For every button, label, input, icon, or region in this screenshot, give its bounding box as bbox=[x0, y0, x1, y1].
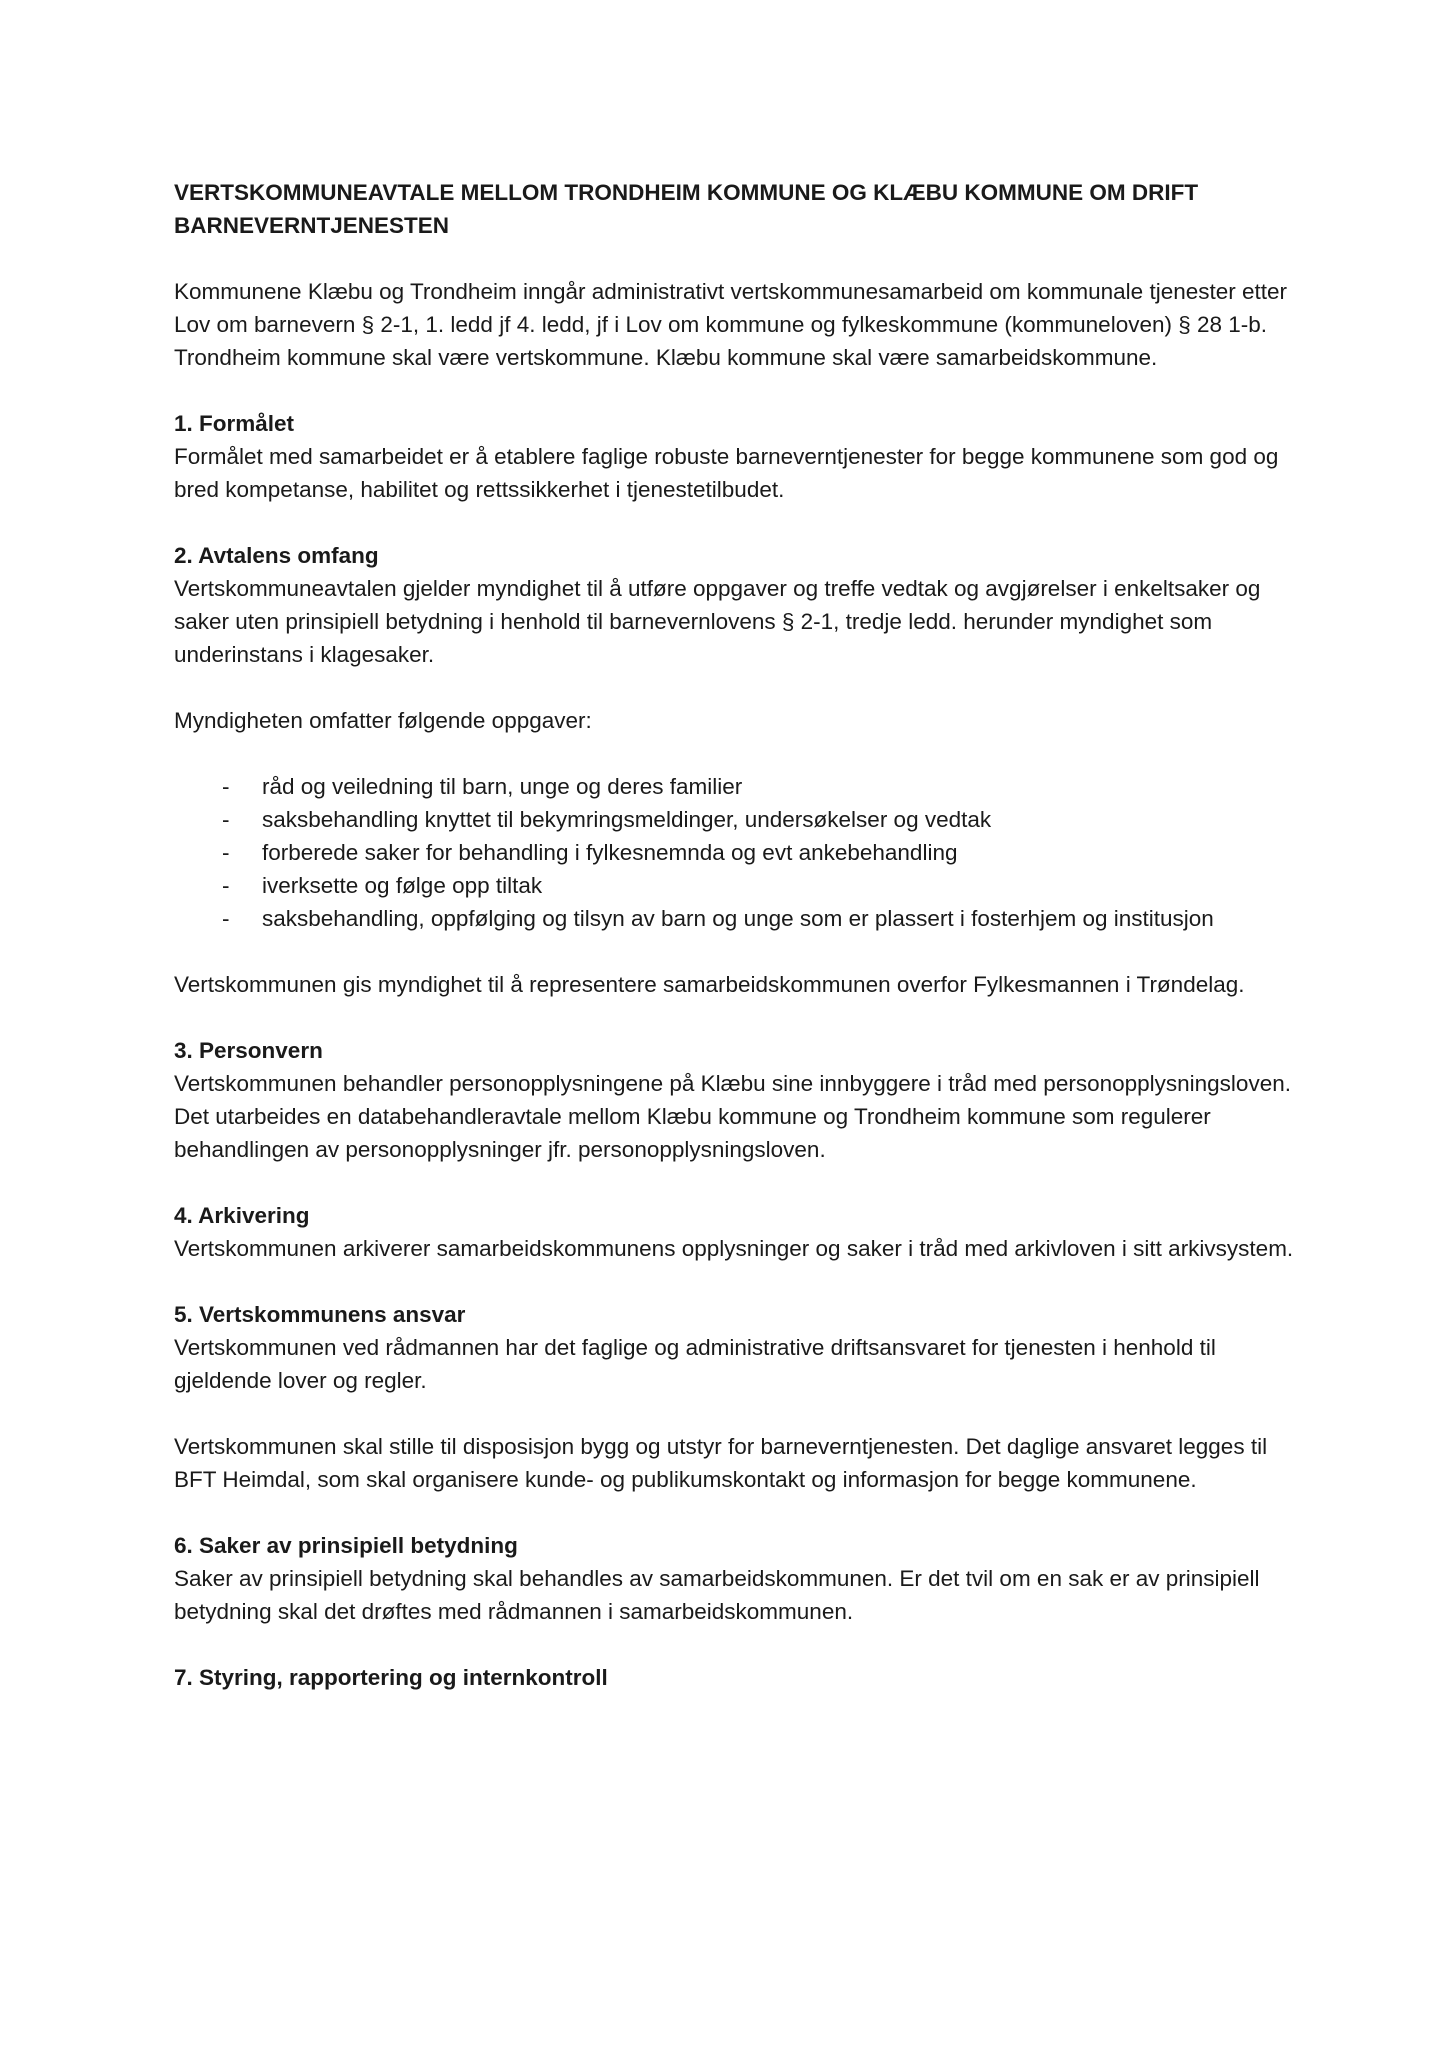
section-2 bbox=[174, 539, 1294, 1001]
list-item bbox=[174, 869, 1294, 902]
tasks-intro: Myndigheten omfatter følgende oppgaver: bbox=[174, 708, 592, 733]
section-7 bbox=[174, 1661, 1294, 1694]
section-4 bbox=[174, 1199, 1294, 1265]
list-item-text: iverksette og følge opp tiltak bbox=[262, 873, 543, 898]
section-5-heading: 5. Vertskommunens ansvar bbox=[174, 1302, 466, 1327]
document-page bbox=[174, 176, 1294, 1727]
tasks-list bbox=[174, 770, 1294, 935]
list-item bbox=[174, 770, 1294, 803]
section-3-heading: 3. Personvern bbox=[174, 1038, 323, 1063]
section-1 bbox=[174, 407, 1294, 506]
list-dash: - bbox=[222, 840, 230, 865]
document-title: VERTSKOMMUNEAVTALE MELLOM TRONDHEIM KOMMUNE OG KLÆBU KOMMUNE OM DRIFT BARNEVERNTJENESTEN bbox=[174, 180, 1199, 238]
section-6-heading: 6. Saker av prinsipiell betydning bbox=[174, 1533, 518, 1558]
section-7-heading: 7. Styring, rapportering og internkontroll bbox=[174, 1665, 608, 1690]
section-3 bbox=[174, 1034, 1294, 1166]
list-dash: - bbox=[222, 807, 230, 832]
list-item-text: saksbehandling, oppfølging og tilsyn av barn og unge som er plassert i fosterhjem og institusjon bbox=[262, 906, 1214, 931]
section-1-text: Formålet med samarbeidet er å etablere faglige robuste barneverntjenester for begge kommunene som god og bred kompetanse, habilitet og rettssikkerhet i tjenestetilbudet. bbox=[174, 444, 1279, 502]
list-item-text: saksbehandling knyttet til bekymringsmeldinger, undersøkelser og vedtak bbox=[262, 807, 992, 832]
section-5-text-2: Vertskommunen skal stille til disposisjon bygg og utstyr for barneverntjenesten. Det daglige ansvaret legges til BFT Heimdal, som skal organisere kunde- og publikumskontakt og informasjon for begge kommunene. bbox=[174, 1434, 1268, 1492]
list-item bbox=[174, 836, 1294, 869]
section-2-heading: 2. Avtalens omfang bbox=[174, 543, 379, 568]
intro-paragraph: Kommunene Klæbu og Trondheim inngår administrativt vertskommunesamarbeid om kommunale tjenester etter Lov om barnevern § 2-1, 1. ledd jf 4. ledd, jf i Lov om kommune og fylkeskommune (kommuneloven) § 28 1-b. Trondheim kommune skal være vertskommune. Klæbu kommune skal være samarbeidskommune. bbox=[174, 279, 1288, 370]
list-dash: - bbox=[222, 873, 230, 898]
section-4-text: Vertskommunen arkiverer samarbeidskommunens opplysninger og saker i tråd med arkivloven i sitt arkivsystem. bbox=[174, 1236, 1294, 1261]
section-6-text: Saker av prinsipiell betydning skal behandles av samarbeidskommunen. Er det tvil om en sak er av prinsipiell betydning skal det drøftes med rådmannen i samarbeidskommunen. bbox=[174, 1566, 1260, 1624]
section-1-heading: 1. Formålet bbox=[174, 411, 295, 436]
list-item bbox=[174, 803, 1294, 836]
section-2-text: Vertskommuneavtalen gjelder myndighet til å utføre oppgaver og treffe vedtak og avgjørelser i enkeltsaker og saker uten prinsipiell betydning i henhold til barnevernlovens § 2-1, tredje ledd. herunder myndighet som underinstans i klagesaker. bbox=[174, 576, 1261, 667]
list-dash: - bbox=[222, 774, 230, 799]
list-dash: - bbox=[222, 906, 230, 931]
list-item bbox=[174, 902, 1294, 935]
list-item-text: råd og veiledning til barn, unge og deres familier bbox=[262, 774, 743, 799]
list-item-text: forberede saker for behandling i fylkesnemnda og evt ankebehandling bbox=[262, 840, 958, 865]
section-4-heading: 4. Arkivering bbox=[174, 1203, 310, 1228]
section-5 bbox=[174, 1298, 1294, 1496]
section-2-closing: Vertskommunen gis myndighet til å representere samarbeidskommunen overfor Fylkesmannen i Trøndelag. bbox=[174, 972, 1245, 997]
section-3-text: Vertskommunen behandler personopplysningene på Klæbu sine innbyggere i tråd med personopplysningsloven. Det utarbeides en databehandleravtale mellom Klæbu kommune og Trondheim kommune som regulerer behandlingen av personopplysninger jfr. personopplysningsloven. bbox=[174, 1071, 1291, 1162]
section-6 bbox=[174, 1529, 1294, 1628]
section-5-text: Vertskommunen ved rådmannen har det faglige og administrative driftsansvaret for tjenesten i henhold til gjeldende lover og regler. bbox=[174, 1335, 1216, 1393]
